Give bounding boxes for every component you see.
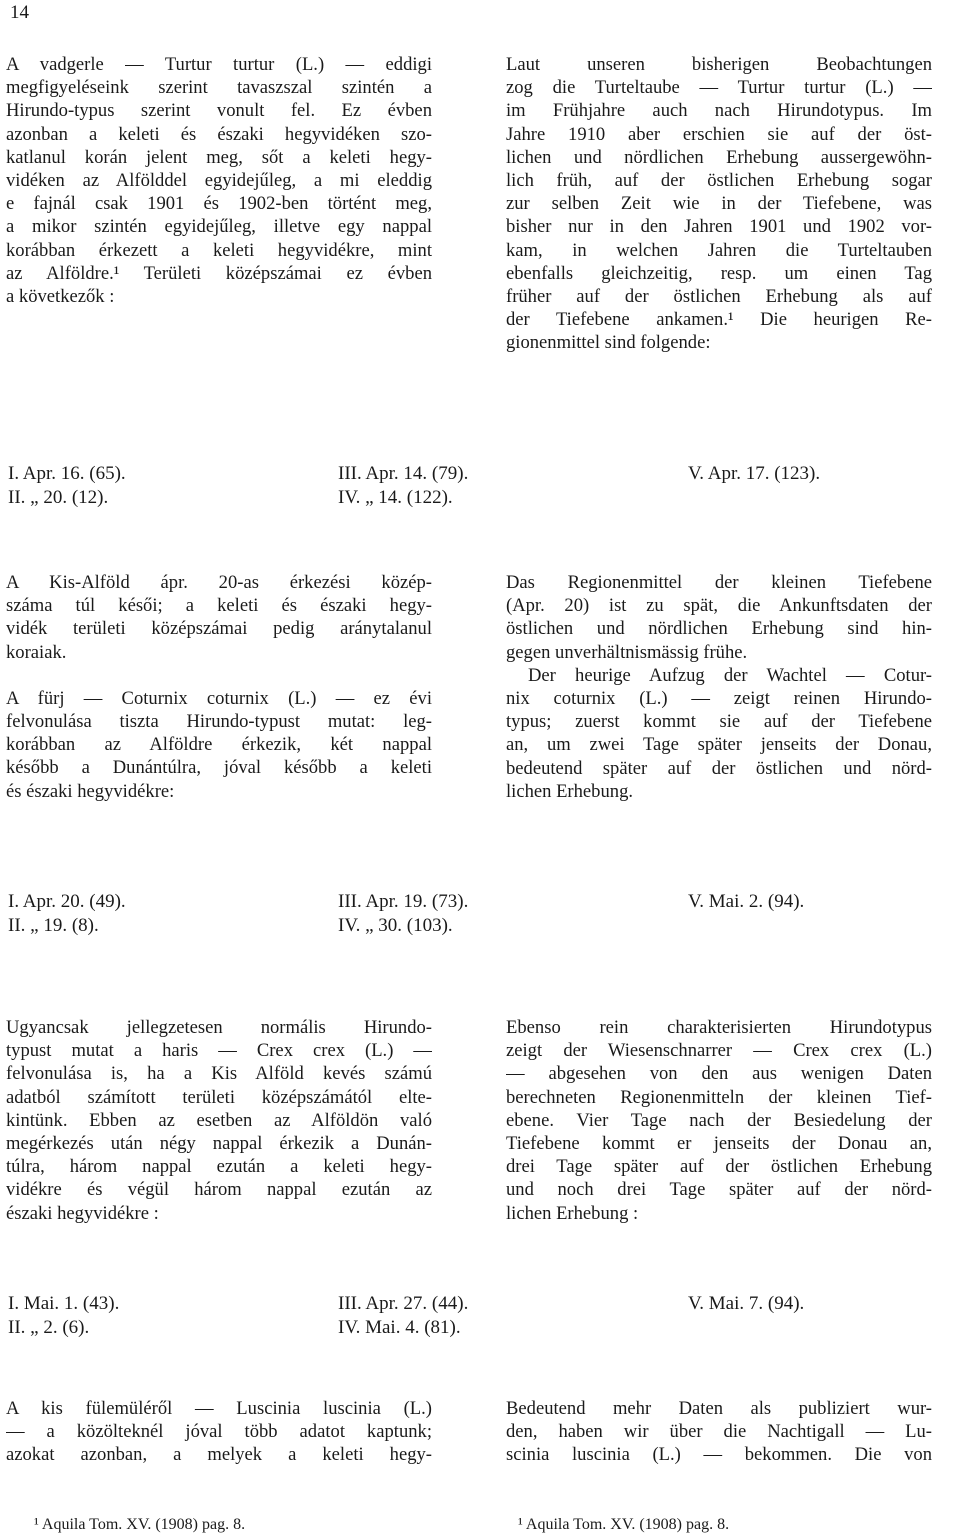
text-line: Jahre 1910 aber erschien sie auf der öst- xyxy=(506,123,932,145)
text-line: e fajnál csak 1901 és 1902-ben történt meg, xyxy=(6,193,432,215)
table-cell: I. Apr. 16. (65). xyxy=(8,463,126,484)
hu-paragraph-corncrake xyxy=(6,1016,432,1225)
text-line: korábban érkezett a keleti hegyvidékre, mint xyxy=(6,239,432,261)
text-line: an, um zwei Tage später jenseits der Donau, xyxy=(506,734,932,756)
text-line: und noch drei Tage später auf der nörd- xyxy=(506,1179,932,1201)
table-row xyxy=(8,486,948,510)
table-cell: III. Apr. 27. (44). xyxy=(338,1293,469,1314)
text-line: és északi hegyvidékre: xyxy=(6,780,175,802)
text-line: scinia luscinia (L.) — bekommen. Die von xyxy=(506,1444,932,1466)
text-line: északi hegyvidékre : xyxy=(6,1202,159,1224)
text-line: azonban a keleti és északi hegyvidéken szo- xyxy=(6,123,432,145)
text-line: Ugyancsak jellegzetesen normális Hirundo- xyxy=(6,1017,432,1038)
footnote-de: ¹ Aquila Tom. XV. (1908) pag. 8. xyxy=(518,1516,730,1533)
table-cell: V. Apr. 17. (123). xyxy=(688,463,821,484)
table-cell: IV. „ 30. (103). xyxy=(338,915,453,936)
text-line: gegen unverhältnismässig frühe. xyxy=(506,641,748,663)
text-line: azokat azonban, a melyek a keleti hegy- xyxy=(6,1444,432,1466)
text-line: a következők : xyxy=(6,286,115,308)
text-line: felvonulása tiszta Hirundo-typust mutat: leg- xyxy=(6,711,432,733)
hu-paragraph-turtle-dove xyxy=(6,53,432,308)
text-line: zeigt der Wiesenschnarrer — Crex crex (L.) xyxy=(506,1040,932,1062)
text-line: száma túl késői; a keleti és északi hegy- xyxy=(6,595,432,617)
hu-paragraph-quail xyxy=(6,571,432,803)
table-cell: I. Mai. 1. (43). xyxy=(8,1293,120,1314)
text-line: koraiak. xyxy=(6,641,67,663)
page-number: 14 xyxy=(10,2,29,23)
text-line: az Alföldre.¹ Területi középszámai ez évben xyxy=(6,262,432,284)
text-line: — a közölteknél jóval több adatot kaptunk; xyxy=(6,1421,432,1443)
text-line: adatból számított területi középszámától elte- xyxy=(6,1086,432,1108)
data-table-turtle-dove xyxy=(8,462,948,510)
text-line: früher auf der östlichen Erhebung als auf xyxy=(506,286,932,308)
text-line: Der heurige Aufzug der Wachtel — Cotur- xyxy=(528,664,932,686)
table-row xyxy=(8,1292,948,1316)
de-paragraph-nightingale xyxy=(506,1397,932,1467)
data-table-quail xyxy=(8,890,948,938)
text-line: (Apr. 20) ist zu spät, die Ankunftsdaten der xyxy=(506,595,932,617)
text-line: typus; zuerst kommt sie auf der Tiefebene xyxy=(506,711,932,733)
de-paragraph-corncrake xyxy=(506,1016,932,1225)
text-line: A Kis-Alföld ápr. 20-as érkezési közép- xyxy=(6,572,432,593)
text-line: typust mutat a haris — Crex crex (L.) — xyxy=(6,1040,432,1062)
table-cell: IV. „ 14. (122). xyxy=(338,487,453,508)
text-line: berechneten Regionenmitteln der kleinen Tief- xyxy=(506,1086,932,1108)
text-line: Ebenso rein charakterisierten Hirundotypus xyxy=(506,1017,932,1038)
text-line: vidéken az Alfölddel egyidejűleg, a mi eleddig xyxy=(6,170,432,192)
text-line: lichen und nördlichen Erhebung aussergewöhn- xyxy=(506,146,932,168)
text-line: gionenmittel sind folgende: xyxy=(506,332,711,354)
table-row xyxy=(8,462,948,486)
table-cell: V. Mai. 7. (94). xyxy=(688,1293,805,1314)
text-line: a mikor szintén egyidejűleg, illetve egy nappal xyxy=(6,216,432,238)
text-line: Laut unseren bisherigen Beobachtungen xyxy=(506,54,932,75)
footnote-hu: ¹ Aquila Tom. XV. (1908) pag. 8. xyxy=(34,1516,246,1533)
data-table-corncrake xyxy=(8,1292,948,1340)
text-line: der Tiefebene ankamen.¹ Die heurigen Re- xyxy=(506,309,932,331)
table-cell: II. „ 19. (8). xyxy=(8,915,99,936)
text-line: korábban az Alföldre érkezik, két nappal xyxy=(6,734,432,756)
text-line: A vadgerle — Turtur turtur (L.) — eddigi xyxy=(6,54,432,75)
text-line: később a Dunántúlra, jóval később a keleti xyxy=(6,757,432,779)
hu-paragraph-nightingale xyxy=(6,1397,432,1467)
text-line: — abgesehen von den aus wenigen Daten xyxy=(506,1063,932,1085)
table-cell: III. Apr. 14. (79). xyxy=(338,463,469,484)
text-line: zog die Turteltaube — Turtur turtur (L.) — xyxy=(506,77,932,99)
de-paragraph-turtle-dove xyxy=(506,53,932,355)
text-line: nix coturnix (L.) — zeigt reinen Hirundo- xyxy=(506,688,932,710)
text-line: lich früh, auf der östlichen Erhebung sogar xyxy=(506,170,932,192)
table-row xyxy=(8,1316,948,1340)
text-line: Hirundo-typus szerint vonult fel. Ez évben xyxy=(6,100,432,122)
table-cell: III. Apr. 19. (73). xyxy=(338,891,469,912)
text-line: megérkezés után négy nappal érkezik a Dunán- xyxy=(6,1133,432,1155)
table-cell: II. „ 20. (12). xyxy=(8,487,109,508)
text-line: im Frühjahre auch nach Hirundotypus. Im xyxy=(506,100,932,122)
text-line: Das Regionenmittel der kleinen Tiefebene xyxy=(506,572,932,593)
text-line: den, haben wir über die Nachtigall — Lu- xyxy=(506,1421,932,1443)
text-line: östlichen und nördlichen Erhebung sind hin- xyxy=(506,618,932,640)
table-cell: II. „ 2. (6). xyxy=(8,1317,90,1338)
text-line: kam, in welchen Jahren die Turteltauben xyxy=(506,239,932,261)
text-line: kintünk. Ebben az esetben az Alföldön való xyxy=(6,1109,432,1131)
table-cell: IV. Mai. 4. (81). xyxy=(338,1317,461,1338)
table-row xyxy=(8,914,948,938)
text-line: A fürj — Coturnix coturnix (L.) — ez évi xyxy=(6,687,432,709)
text-line: vidékre és végül három nappal ezután az xyxy=(6,1179,432,1201)
table-cell: I. Apr. 20. (49). xyxy=(8,891,126,912)
text-line: vidék területi középszámai pedig aránytalanul xyxy=(6,618,432,640)
text-line: Bedeutend mehr Daten als publiziert wur- xyxy=(506,1398,932,1419)
table-cell: V. Mai. 2. (94). xyxy=(688,891,805,912)
de-paragraph-quail xyxy=(506,571,932,803)
text-line: ebenfalls gleichzeitig, resp. um einen Tag xyxy=(506,262,932,284)
text-line: A kis fülemüléről — Luscinia luscinia (L.) xyxy=(6,1398,432,1419)
text-line: Tiefebene kommt er jenseits der Donau an, xyxy=(506,1133,932,1155)
text-line: zur selben Zeit wie in der Tiefebene, was xyxy=(506,193,932,215)
text-line: lichen Erhebung : xyxy=(506,1202,639,1224)
text-line: drei Tage später auf der östlichen Erhebung xyxy=(506,1156,932,1178)
text-line: lichen Erhebung. xyxy=(506,780,634,802)
text-line: bedeutend später auf der östlichen und nörd- xyxy=(506,757,932,779)
text-line: bisher nur in den Jahren 1901 und 1902 vor- xyxy=(506,216,932,238)
table-row xyxy=(8,890,948,914)
text-line: felvonulása is, ha a Kis Alföld kevés számú xyxy=(6,1063,432,1085)
text-line: katlanul korán jelent meg, sőt a keleti hegy- xyxy=(6,146,432,168)
text-line: ebene. Vier Tage nach der Besiedelung der xyxy=(506,1109,932,1131)
text-line: megfigyeléseink szerint tavaszszal szintén a xyxy=(6,77,432,99)
text-line: túlra, három nappal ezután a keleti hegy- xyxy=(6,1156,432,1178)
